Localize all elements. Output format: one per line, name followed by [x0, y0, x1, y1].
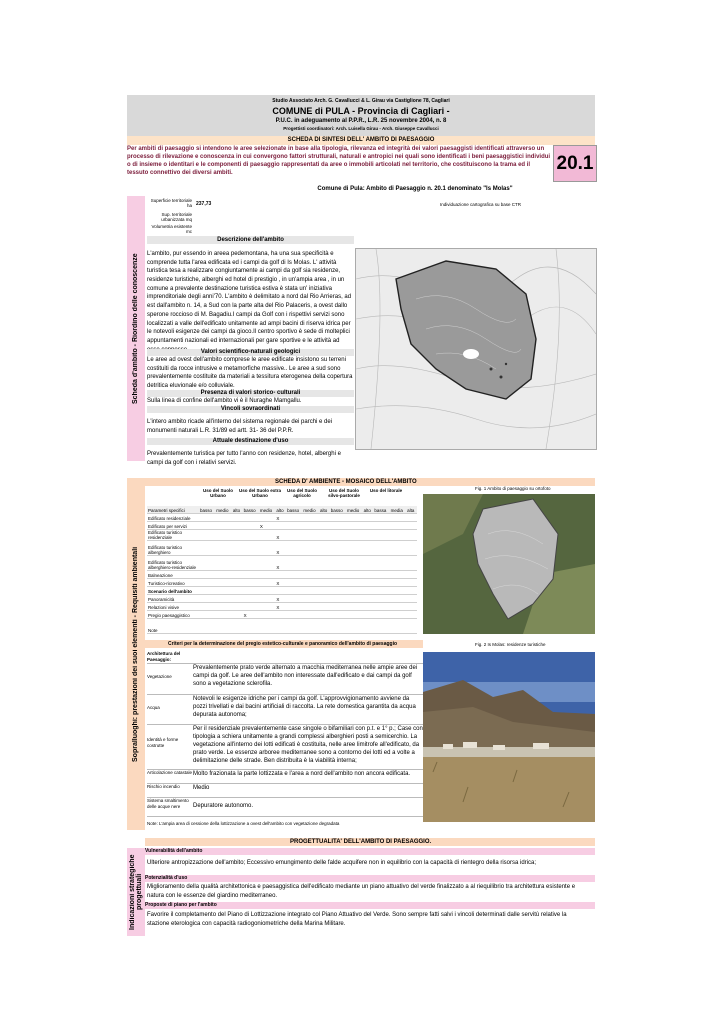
level: basso — [286, 506, 302, 514]
vulnerabilita-label: Vulnerabilità dell'ambito — [145, 848, 595, 855]
sup-label: Superficie territoriale ha — [150, 198, 192, 208]
desc-title: Descrizione dell'ambito — [147, 236, 354, 244]
level: basso — [199, 506, 215, 514]
table-row: Edificato residenziale — [147, 514, 199, 522]
criteri-label: Vegetazione — [147, 674, 172, 679]
ambito-title: Comune di Pula: Ambito di Paesaggio n. 20.1 denominato "Is Molas" — [317, 186, 513, 192]
col-extraurbano: Uso del Suolo extra Urbano — [239, 488, 282, 498]
table-row: Pregio paesaggistico — [147, 611, 199, 619]
level: alto — [363, 506, 374, 514]
note-label: Note — [147, 619, 199, 634]
level: alta — [406, 506, 417, 514]
proposte-text: Favorire il completamento del Piano di Lottizzazione integrato col Piano Attuativo del Verde. Sono sempre fatti salvi i vincoli determinati dalle servitù relative la stazione eterologica con capacità radiogoniometriche della Marina Militare. — [147, 912, 567, 927]
mark: X — [275, 541, 286, 556]
ambito-code: 20.1 — [553, 145, 597, 182]
sintesi-title: SCHEDA DI SINTESI DELL' AMBITO DI PAESAGGIO — [127, 136, 595, 145]
table-row: Relazioni visive — [147, 603, 199, 611]
criteri-text: Notevoli le esigenze idriche per i campi da golf. L'approvvigionamento avviene da pozzi trivellati e dai bacini artificiali di raccolta. La rete domestica garantita da acqua depurata autonoma; — [193, 696, 416, 719]
storico-text: Sulla linea di confine dell'ambito vi è il Nuraghe Mamgallu. — [147, 398, 302, 404]
table-row: Turistico-ricreativo — [147, 579, 199, 587]
studio-name: Studio Associato Arch. G. Cavallucci & L. Girau via Castiglione 78, Cagliari — [272, 98, 450, 104]
progettualita-title: PROGETTUALITA' DELL'AMBITO DI PAESAGGIO. — [290, 839, 432, 845]
progettualita-side-label: Indicazioni strategiche progettuali — [129, 854, 143, 930]
mark: X — [275, 595, 286, 603]
sup-urb-label: Sup. territoriale urbanizzata mq — [161, 212, 192, 222]
volumetria-label: Volumetria esistente mc — [151, 224, 192, 234]
level: bassa — [373, 506, 389, 514]
criteri-text: Medio — [193, 785, 210, 791]
criteri-label: Rischio incendio — [147, 784, 180, 789]
level: media — [390, 506, 407, 514]
mosaico-table — [147, 488, 417, 634]
table-row: Edificato per servizi — [147, 522, 199, 530]
potenzialita-label: Potenzialità d'uso — [145, 875, 595, 882]
fig1-caption: Fig. 1 Ambito di paesaggio su ortofoto — [475, 486, 551, 491]
level: alto — [275, 506, 286, 514]
criteri-title: Criteri per la determinazione del pregio estetico-culturale e panoramico dell'ambito di paesaggio — [168, 641, 398, 647]
mark: X — [275, 530, 286, 541]
table-row: Edificato turistico alberghiero-residenziale — [147, 556, 199, 571]
mosaico-title: SCHEDA D' AMBIENTE - MOSAICO DELL'AMBITO — [275, 479, 417, 485]
param-label: Parametri specifici — [147, 506, 199, 514]
valori-title: Valori scientifico-naturali geologici — [147, 349, 354, 356]
desc-text: L'ambito, pur essendo in areea pedemontana, ha una sua specificità e comprende tutta l'area edificata ed i campi da golf di Is Molas. L' attività turistica tesa a realizzare congiuntamente ai campi da golf sia residenze, residenze turistiche, alberghi ed hotel di prestigio , in un'ampia area , in un comune a prevalente destinazione turistica estiva è stata un' iniziativa imprenditoriale degli anni'70. L'ambito è delimitato a nord dal Rio Arrieras, ad est dall'ambito n. 14, a Sud con la parte alta del Rio Palaceris, a ovest dallo sperone roccioso di M. Bagadiu.I campi da Golf con i rispettivi servizi sono localizzati a valle dell'edificato unitamente ad ampi bacini di riserva idrica per le notevoli esigenze dei campi da gioco.Il centro sportivo è sede di molteplici appuntamenti nazionali ed internazionali per gare sportive e le attività ad — [147, 251, 352, 344]
table-row: Panoramicità — [147, 595, 199, 603]
vincoli-text: L'intero ambito ricade all'interno del sistema regionale dei parchi e dei monumenti naturali L.R. 31/89 ed artt. 31- 36 del P.P.R. — [147, 419, 333, 434]
col-urbano: Uso del Suolo Urbano — [202, 488, 233, 498]
mark: X — [275, 556, 286, 571]
mark: X — [275, 603, 286, 611]
proposte-label: Proposte di piano per l'ambito — [145, 902, 595, 909]
criteri-table — [147, 651, 423, 826]
criteri-label: Identità e forme costrutte — [147, 737, 179, 749]
mark: X — [275, 579, 286, 587]
criteri-label: Architettura del Paesaggio: — [147, 651, 181, 663]
col-silvo: Uso del Suolo silvo-pastorale — [328, 488, 360, 498]
fig2-caption: Fig. 2 Is Molas: residenze turistiche — [475, 642, 546, 647]
destinazione-title: Attuale destinazione d'uso — [147, 438, 354, 445]
storico-title: Presenza di valori storico- culturali — [147, 390, 354, 397]
criteri-label: Articolazione catastale — [147, 770, 193, 775]
level: alto — [319, 506, 330, 514]
level: medio — [346, 506, 363, 514]
mark: X — [275, 514, 286, 522]
criteri-text: Molto frazionata la parte lottizzata e l'area a nord dell'ambito non ancora edificata. — [193, 771, 411, 777]
mark: X — [243, 611, 259, 619]
map-caption: Individuazione cartografica su base CTR — [440, 202, 522, 207]
table-row: Edificato turistico alberghiero — [147, 541, 199, 556]
residenze-photo — [423, 652, 595, 822]
table-row: Scenario dell'ambito — [147, 587, 199, 595]
valori-text: Le aree ad ovest dell'ambito comprese le aree edificate insistono su terreni costituiti da rocce intrusive e metamorfiche massive.. Le aree a sud sono prevalentemente costituite da materiali a tessitura eterogenea della copertura detritica eluvionale e/o colluviale. — [147, 357, 353, 390]
ortofoto-image — [423, 494, 595, 634]
criteri-label: Sistema smaltimento delle acque nere — [147, 798, 189, 810]
table-row: Edificato turistico residenziale — [147, 530, 199, 541]
vulnerabilita-text: Ulteriore antropizzazione dell'ambito; Eccessivo emungimento delle falde acquifere non in equilibrio con la capacità di rientegro della risorsa idrica; — [147, 860, 537, 866]
sintesi-intro: Per ambiti di paesaggio si intendono le aree selezionate in base alla tipologia, rilevanza ed integrità dei valori paesaggisti identificati attraverso un processo di rilevazione e conoscenza in cui convergono fattori strutturali, naturali e antropici nei quali sono identificati i beni paesaggistici individui o di insieme o identitari e le componenti di paesaggio rappresentati da aree o immobili articolati nel territorio, che costituiscono la trama ed il tessuto connettivo dei diversi ambiti. — [127, 146, 551, 177]
level: basso — [243, 506, 259, 514]
col-litorale: Uso del litorale — [369, 488, 403, 493]
mosaico-side-label: Sopralluoghi: prestazioni dei suoi elementi - Requisiti ambientali — [132, 546, 139, 762]
criteri-text: Per il residenziale prevalentemente case singole o bifamiliari con p.t. e 1° p.; Case con tipologia a schiera unitamente a grandi complessi alberghieri posti a semicerchio. La vegetazione all'interno dei lotti edificati è costituita, nelle aree limitrofe all'edificato, da prato verde. Le essenze arboree mediterranee sono a contorno dei lotti ed a volte a delimitazione delle strade. Ben distribuita è la viabilità interna; — [193, 726, 423, 765]
table-row: Balneazione — [147, 571, 199, 579]
col-agricolo: Uso del Suolo agricolo — [286, 488, 317, 498]
level: medio — [215, 506, 232, 514]
document-header — [127, 95, 595, 142]
criteri-text — [193, 651, 423, 663]
level: basso — [330, 506, 346, 514]
level: medio — [259, 506, 276, 514]
destinazione-text: Prevalentemente turistica per tutto l'anno con residenze, hotel, alberghi e campi da golf con i relativi servizi. — [147, 451, 341, 466]
mark: X — [259, 522, 276, 530]
level: medio — [302, 506, 319, 514]
ambito-side-label: Scheda d'ambito - Riordino delle conoscenze — [132, 253, 139, 404]
potenzialita-text: Miglioramento della qualità architettonica e paesaggistica dell'edificato mediante un piano attuativo del verde finalizzato a al riequilibrio tra architettura esistente e natura con le essenze del giardino mediterraneo. — [147, 884, 576, 899]
comune-title: COMUNE di PULA - Provincia di Cagliari - — [272, 106, 450, 116]
vincoli-title: Vincoli sovraordinati — [147, 406, 354, 413]
criteri-label: Acqua — [147, 705, 160, 710]
criteri-text: Depuratore autonomo. — [193, 803, 254, 809]
mosaico-grid — [147, 506, 417, 634]
sup-value: 237,73 — [196, 201, 212, 207]
residenze-photo-svg — [423, 652, 595, 822]
criteri-note: Note: L'ampia area di cessione della lottizzazione a ovest dell'ambito con vegetazione degradata — [147, 821, 340, 826]
ctr-map-svg — [356, 249, 596, 449]
puc-subtitle: P.U.C. in adeguamento al P.P.R., L.R. 25 novembre 2004, n. 8 — [275, 117, 447, 124]
level: alto — [232, 506, 243, 514]
ortofoto-svg — [423, 494, 595, 634]
coordinators: Progettisti coordinatori: Arch. Luisella Girau - Arch. Giuseppe Cavallucci — [283, 125, 439, 131]
criteri-text: Prevalentemente prato verde alternato a macchia mediterranea nelle ampie aree dei campi da golf. Le aree dell'ambito non interessate dall'edificato e dai campi da golf sono a vegetazione sclerofila. — [193, 665, 418, 688]
ctr-map — [355, 248, 597, 450]
